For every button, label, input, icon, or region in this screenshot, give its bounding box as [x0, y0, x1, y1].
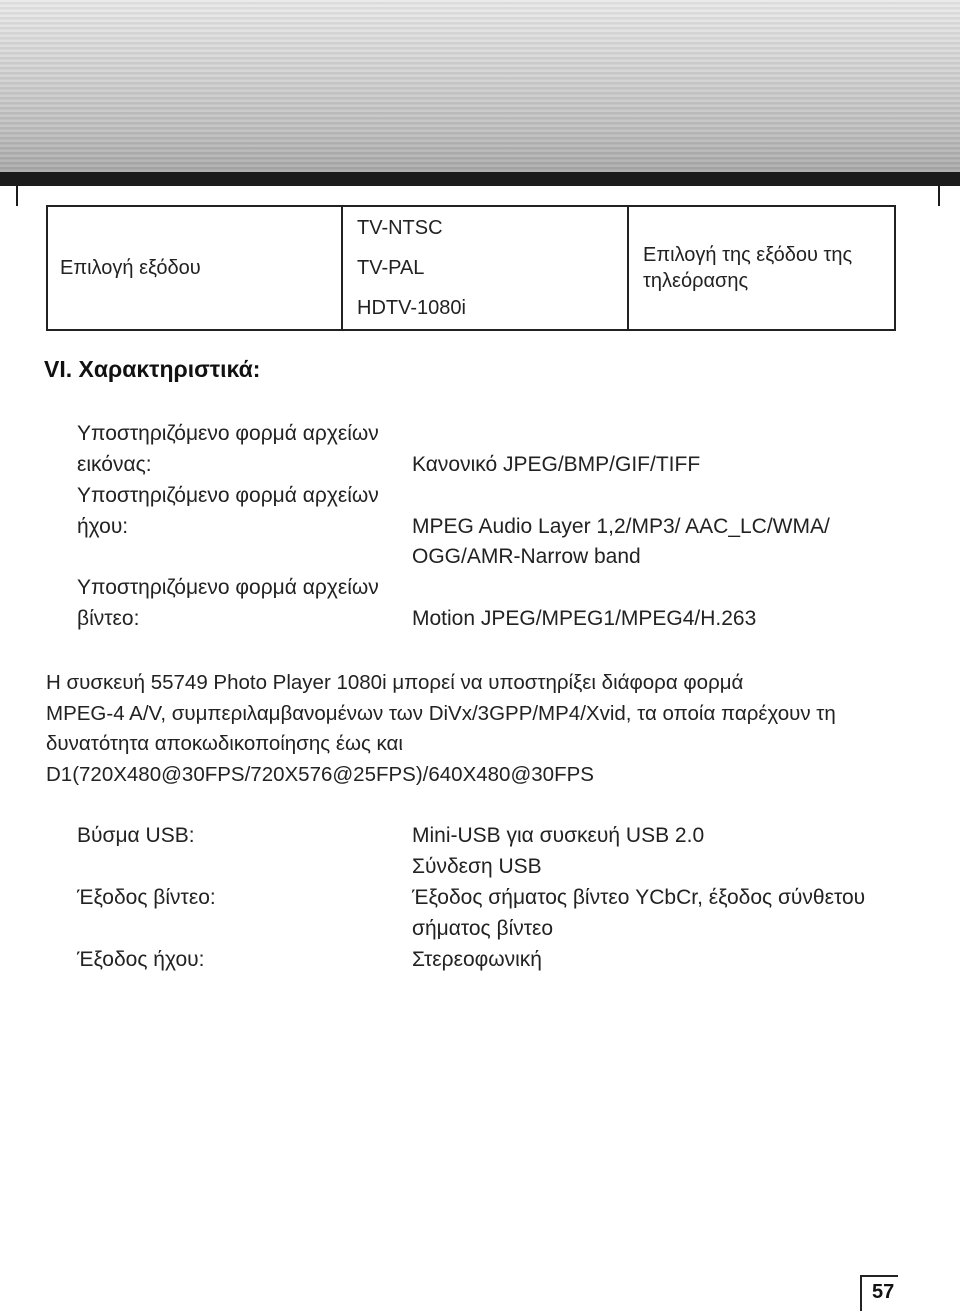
- crop-mark-right: [938, 186, 940, 206]
- video-out-label: Έξοδος βίντεο:: [77, 886, 216, 909]
- crop-mark-left: [16, 186, 18, 206]
- image-format-value: Κανονικό JPEG/BMP/GIF/TIFF: [412, 453, 701, 476]
- video-format-value: Motion JPEG/MPEG1/MPEG4/H.263: [412, 607, 757, 630]
- image-format-label-1: Υποστηριζόμενο φορμά αρχείων: [77, 422, 379, 445]
- output-label: Επιλογή εξόδου: [60, 256, 201, 279]
- audio-format-value-1: MPEG Audio Layer 1,2/MP3/ AAC_LC/WMA/: [412, 515, 830, 538]
- image-format-label-2: εικόνας:: [77, 453, 152, 476]
- audio-format-value-2: OGG/AMR-Narrow band: [412, 545, 641, 568]
- video-format-label-1: Υποστηριζόμενο φορμά αρχείων: [77, 576, 379, 599]
- usb-value-1: Mini-USB για συσκευή USB 2.0: [412, 824, 705, 847]
- usb-label: Βύσμα USB:: [77, 824, 195, 847]
- header-rule: [0, 172, 960, 186]
- output-option-pal: TV-PAL: [357, 256, 425, 279]
- output-selection-table: [46, 205, 896, 331]
- audio-out-label: Έξοδος ήχου:: [77, 948, 205, 971]
- paragraph-line-3: δυνατότητα αποκωδικοποίησης έως και: [46, 732, 403, 755]
- paragraph-line-2: MPEG-4 A/V, συμπεριλαμβανομένων των DiVx/3GPP/MP4/Xvid, τα οποία παρέχουν τη: [46, 701, 836, 725]
- usb-value-2: Σύνδεση USB: [412, 855, 542, 878]
- audio-out-value: Στερεοφωνική: [412, 948, 542, 971]
- output-option-ntsc: TV-NTSC: [357, 216, 443, 239]
- audio-format-label-1: Υποστηριζόμενο φορμά αρχείων: [77, 484, 379, 507]
- output-description-line2: τηλεόρασης: [643, 270, 749, 292]
- output-description-line1: Επιλογή της εξόδου της: [643, 244, 853, 266]
- video-out-value-2: σήματος βίντεο: [412, 917, 554, 940]
- codec-paragraph: [46, 668, 916, 790]
- video-format-label-2: βίντεο:: [77, 607, 140, 630]
- paragraph-line-1: Η συσκευή 55749 Photo Player 1080i μπορεί να υποστηρίξει διάφορα φορμά: [46, 671, 744, 694]
- section-title: VI. Χαρακτηριστικά:: [44, 356, 261, 382]
- audio-format-label-2: ήχου:: [77, 515, 129, 538]
- output-option-hdtv: HDTV-1080i: [357, 296, 466, 319]
- output-description-cell: [628, 206, 895, 330]
- output-options-cell: [342, 206, 628, 330]
- page-number: 57: [872, 1281, 895, 1303]
- paragraph-line-4: D1(720X480@30FPS/720X576@25FPS)/640X480@30FPS: [46, 762, 594, 786]
- header-band: [0, 0, 960, 172]
- video-out-value-1: Έξοδος σήματος βίντεο YCbCr, έξοδος σύνθετου: [412, 886, 866, 909]
- output-label-cell: [47, 206, 342, 330]
